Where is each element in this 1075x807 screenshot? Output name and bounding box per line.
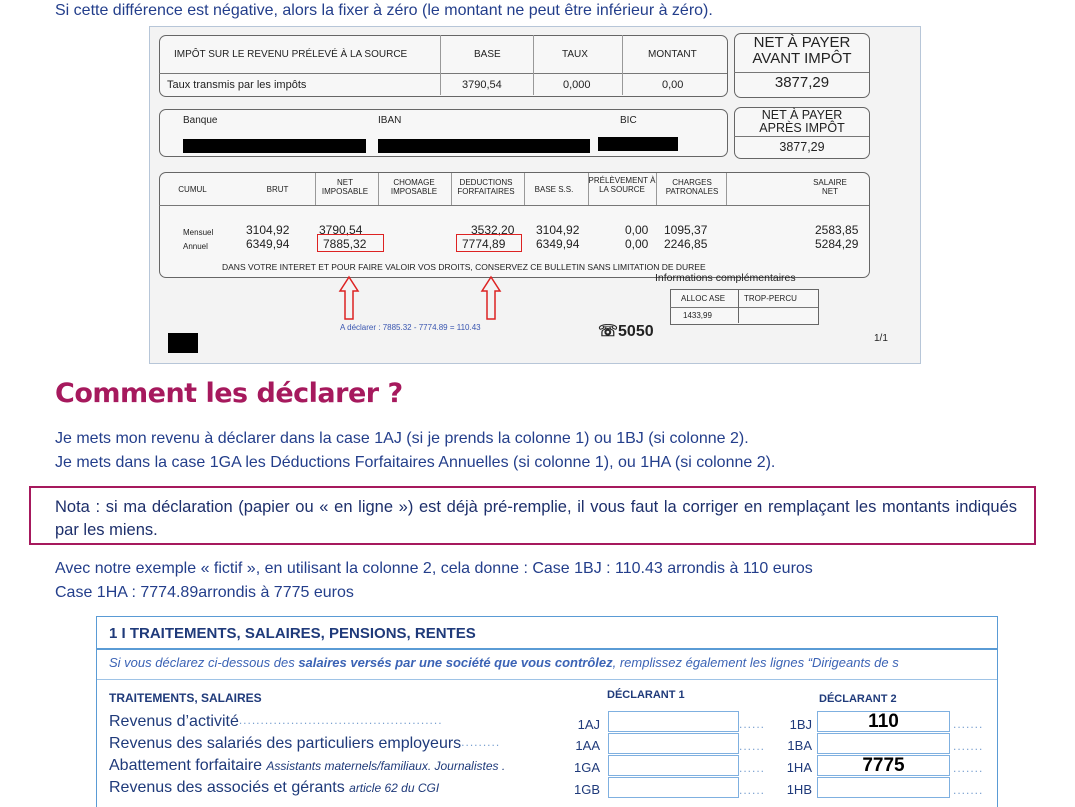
arrow-up-icon	[480, 275, 502, 321]
row-abattement: Abattement forfaitaire Assistants maternels/familiaux. Journalistes .	[109, 757, 506, 774]
h-prelevement: PRÉLÈVEMENT À LA SOURCE	[588, 176, 656, 194]
h-cumul: CUMUL	[178, 185, 207, 194]
annuel-base-ss: 6349,94	[536, 237, 580, 251]
arrow-up-icon	[338, 275, 360, 321]
col-taux: TAUX	[562, 49, 588, 60]
iban-label: IBAN	[378, 115, 402, 126]
field-1bj[interactable]: 110	[817, 711, 950, 732]
row-particuliers-employeurs: Revenus des salariés des particuliers employeurs .........	[109, 735, 501, 752]
annuel-salaire-net: 5284,29	[815, 237, 859, 251]
annuel-prelevement: 0,00	[625, 237, 649, 251]
form-title: 1 I TRAITEMENTS, SALAIRES, PENSIONS, RENTES	[109, 625, 476, 642]
field-1aj[interactable]	[608, 711, 739, 732]
field-1hb[interactable]	[817, 777, 950, 798]
annuel-deductions: 7774,89	[462, 237, 506, 251]
mensuel-label: Mensuel	[183, 228, 214, 237]
highlight-net-imposable	[317, 234, 384, 252]
h-base-ss: BASE S.S.	[534, 185, 574, 194]
col-base: BASE	[474, 49, 501, 60]
nota-text: Nota : si ma déclaration (papier ou « en ligne ») est déjà pré-remplie, il vous faut la corriger en remplaçant les montants indiqués par les miens.	[55, 498, 1017, 539]
declarant-1-label: DÉCLARANT 1	[607, 689, 685, 701]
conserver-text: DANS VOTRE INTERET ET POUR FAIRE VALOIR VOS DROITS, CONSERVEZ CE BULLETIN SANS LIMITATION DE DUREE	[222, 262, 706, 272]
info-comp: Informations complémentaires	[655, 272, 796, 284]
section-label: TRAITEMENTS, SALAIRES	[109, 691, 262, 705]
field-1aa[interactable]	[608, 733, 739, 754]
section-heading: Comment les déclarer ?	[55, 378, 403, 409]
number-5050: ☏5050	[598, 323, 654, 340]
payslip-image	[149, 26, 921, 364]
redacted-corner	[168, 333, 198, 353]
col-montant: MONTANT	[648, 49, 697, 60]
mensuel-brut: 3104,92	[246, 223, 290, 237]
code-1bj: 1BJ	[789, 717, 812, 732]
bank-label: Banque	[183, 115, 218, 126]
mensuel-base-ss: 3104,92	[536, 223, 580, 237]
code-1ha: 1HA	[786, 760, 812, 775]
net-avant-label: NET À PAYER AVANT IMPÔT	[752, 34, 852, 67]
form-note: Si vous déclarez ci-dessous des salaires versés par une société que vous contrôlez, remplissez également les lignes “Dirigeants de s	[109, 655, 899, 670]
h-chomage: CHOMAGE IMPOSABLE	[390, 178, 438, 196]
page-number: 1/1	[874, 333, 888, 344]
annuel-label: Annuel	[183, 242, 208, 251]
row-label: Taux transmis par les impôts	[167, 79, 307, 91]
code-1aj: 1AJ	[577, 717, 600, 732]
h-net-imposable: NET IMPOSABLE	[321, 178, 369, 196]
bic-label: BIC	[620, 115, 637, 126]
row-associes-gerants: Revenus des associés et gérants article 62 du CGI	[109, 779, 440, 796]
row-montant: 0,00	[662, 79, 684, 91]
mensuel-net-imposable: 3790,54	[319, 223, 363, 237]
a-declarer: A déclarer : 7885.32 - 7774.89 = 110.43	[340, 323, 481, 332]
field-1ha[interactable]: 7775	[817, 755, 950, 776]
row-base: 3790,54	[462, 79, 502, 91]
mensuel-prelevement: 0,00	[625, 223, 649, 237]
net-apres-label: NET À PAYER APRÈS IMPÔT	[759, 108, 845, 135]
h-brut: BRUT	[266, 185, 289, 194]
paragraph-4: Case 1HA : 7774.89arrondis à 7775 euros	[55, 584, 354, 601]
code-1aa: 1AA	[575, 738, 600, 753]
tax-form: 1 I TRAITEMENTS, SALAIRES, PENSIONS, RENTES Si vous déclarez ci-dessous des salaires versés par une société que vous contrôlez, remplissez également les lignes “Dirigeants de s TRAITEMENTS, SALAIRES DÉCLARANT 1 DÉCLARANT 2 Revenus d’activité ............................................... 1AJ 1BJ 110 Revenus des salariés des particuliers employeurs ......... 1AA 1BA Abattement forfaitaire Assistants maternels/familiaux. Journalistes . 1GA 1HA 7775 Revenus des associés et gérants article 62 du CGI 1GB 1HB ...... ...... ...... ...... ....... ....... ....... .......	[96, 616, 998, 807]
intro-line: Si cette différence est négative, alors la fixer à zéro (le montant ne peut être inférieur à zéro).	[55, 2, 713, 19]
row-revenus-activite: Revenus d’activité ...............................................	[109, 713, 443, 730]
field-1gb[interactable]	[608, 777, 739, 798]
annuel-brut: 6349,94	[246, 237, 290, 251]
nota-box	[29, 486, 1036, 545]
mensuel-deductions: 3532,20	[471, 223, 515, 237]
paragraph-3: Avec notre exemple « fictif », en utilisant la colonne 2, cela donne : Case 1BJ : 110.43 arrondis à 110 euros	[55, 560, 813, 577]
annuel-charges: 2246,85	[664, 237, 708, 251]
code-1gb: 1GB	[573, 782, 600, 797]
alloc-value: 1433,99	[683, 311, 712, 320]
redacted-iban	[378, 139, 590, 153]
mensuel-charges: 1095,37	[664, 223, 708, 237]
h-salaire-net: SALAIRE NET	[813, 178, 847, 196]
tax-header: IMPÔT SUR LE REVENU PRÉLEVÉ À LA SOURCE	[174, 49, 408, 60]
net-avant-value: 3877,29	[774, 74, 830, 91]
annuel-net-imposable: 7885,32	[323, 237, 367, 251]
highlight-deductions	[456, 234, 522, 252]
paragraph-1: Je mets mon revenu à déclarer dans la case 1AJ (si je prends la colonne 1) ou 1BJ (si colonne 2).	[55, 430, 749, 447]
net-apres-value: 3877,29	[779, 140, 825, 154]
redacted-bank	[183, 139, 366, 153]
field-1ba[interactable]	[817, 733, 950, 754]
code-1ga: 1GA	[573, 760, 600, 775]
code-1ba: 1BA	[787, 738, 812, 753]
paragraph-2: Je mets dans la case 1GA les Déductions Forfaitaires Annuelles (si colonne 1), ou 1HA (si colonne 2).	[55, 454, 776, 471]
redacted-bic	[598, 137, 678, 151]
h-charges: CHARGES PATRONALES	[665, 178, 719, 196]
declarant-2-label: DÉCLARANT 2	[819, 693, 897, 705]
phone-icon: ☏	[598, 323, 619, 340]
mensuel-salaire-net: 2583,85	[815, 223, 859, 237]
h-deductions: DEDUCTIONS FORFAITAIRES	[457, 178, 515, 196]
alloc-label: ALLOC ASE	[681, 294, 726, 303]
row-taux: 0,000	[563, 79, 591, 91]
code-1hb: 1HB	[786, 782, 812, 797]
field-1ga[interactable]	[608, 755, 739, 776]
trop-label: TROP-PERCU	[744, 294, 797, 303]
